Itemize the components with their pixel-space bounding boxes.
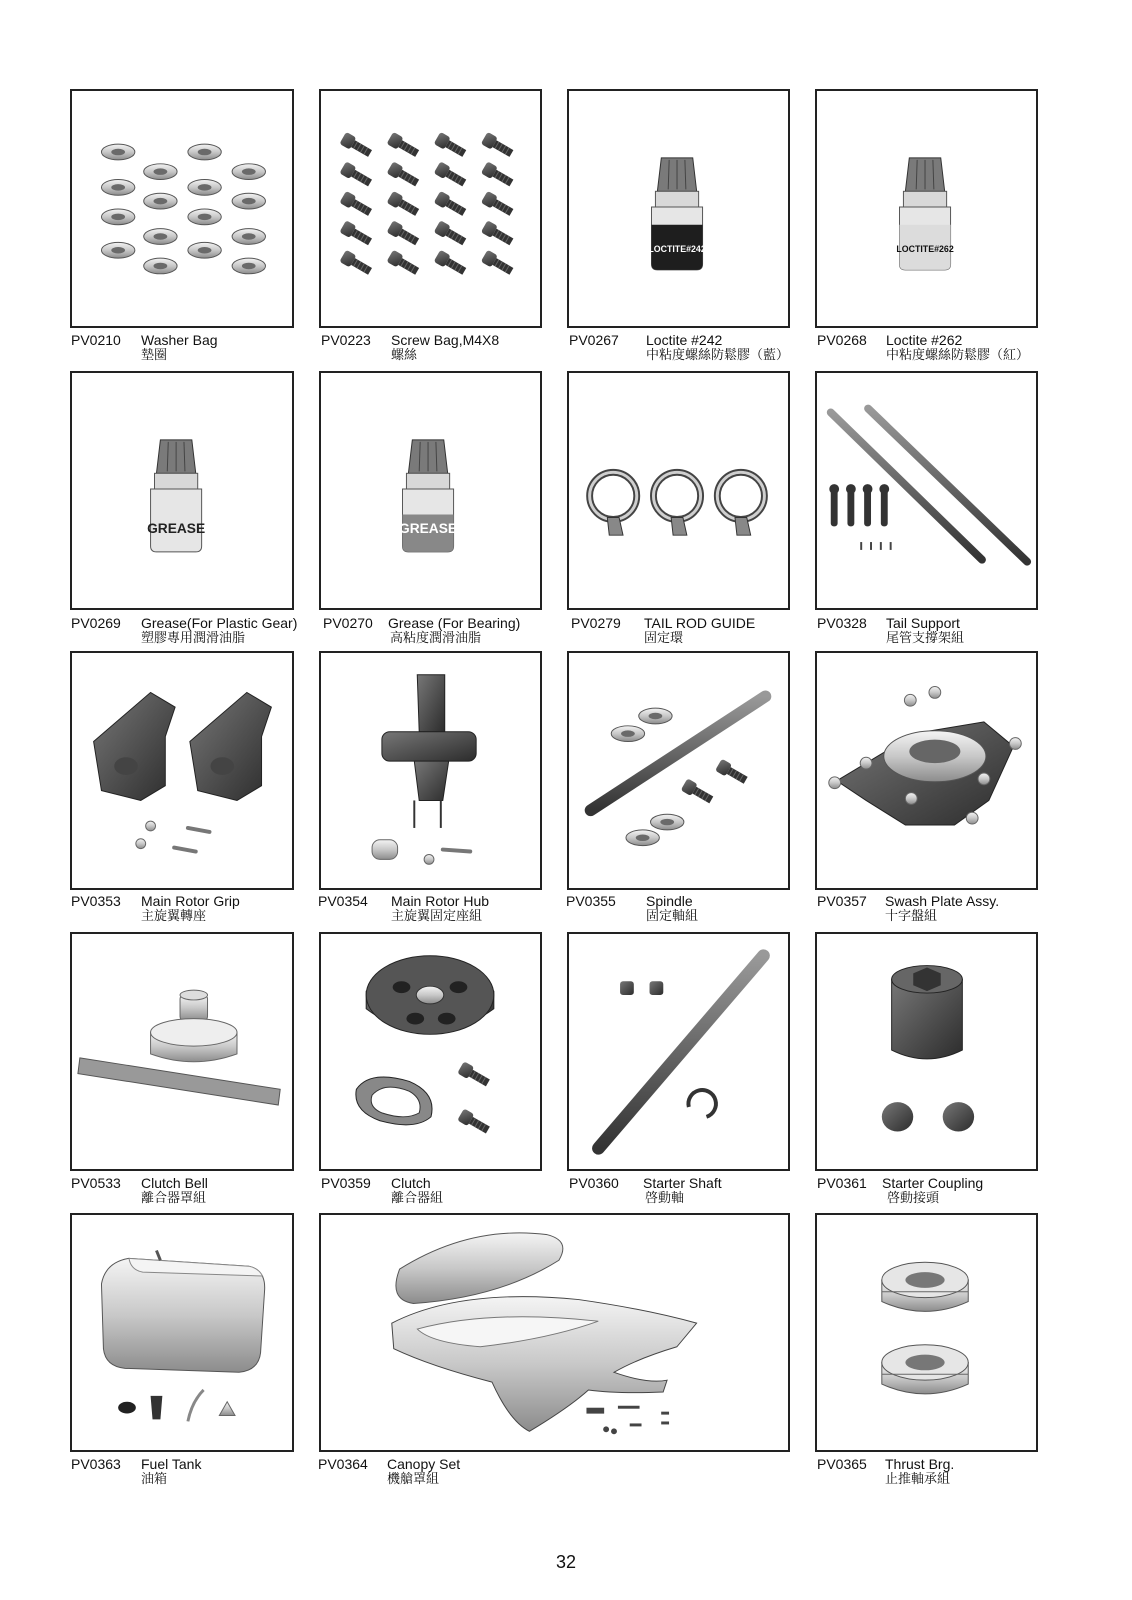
part-code: PV0267 (569, 332, 619, 348)
part-code: PV0269 (71, 615, 121, 631)
clutch-icon (321, 934, 540, 1169)
part-name-zh: 中粘度螺絲防鬆膠（紅） (886, 348, 1030, 363)
part-name-zh: 止推軸承組 (885, 1472, 951, 1487)
part-image-frame (319, 1213, 790, 1452)
part-name-zh: 主旋翼轉座 (141, 909, 207, 924)
bottle-label: GREASE (399, 521, 458, 537)
part-name: Starter Shaft (643, 1175, 722, 1191)
part-name-zh: 十字盤組 (885, 909, 938, 924)
part-name-zh: 油箱 (141, 1472, 168, 1487)
part-name: Grease (For Bearing) (388, 615, 521, 631)
part-code: PV0328 (817, 615, 867, 631)
part-name-zh: 塑膠專用潤滑油脂 (141, 631, 246, 646)
part-image-frame (567, 89, 790, 328)
part-name: Loctite #262 (886, 332, 963, 348)
thrust-bearing-icon (817, 1215, 1036, 1450)
part-name: Main Rotor Hub (391, 893, 490, 909)
part-name-zh: 固定環 (644, 631, 684, 646)
part-image-frame (70, 89, 294, 328)
part-name: Washer Bag (141, 332, 218, 348)
part-name: Starter Coupling (882, 1175, 984, 1191)
part-name-zh: 高粘度潤滑油脂 (390, 631, 482, 646)
part-name: Spindle (646, 893, 693, 909)
washers-icon (72, 91, 292, 326)
part-image-frame (815, 89, 1038, 328)
rotor-hub-icon (321, 653, 540, 888)
part-name-zh: 主旋翼固定座組 (391, 909, 483, 924)
starter-shaft-icon (569, 934, 788, 1169)
part-code: PV0533 (71, 1175, 121, 1191)
part-name: Clutch Bell (141, 1175, 208, 1191)
part-image-frame (319, 371, 542, 610)
part-code: PV0210 (71, 332, 121, 348)
part-image-frame (70, 371, 294, 610)
tail-rod-guide-icon (569, 373, 788, 608)
part-name-zh: 啓動接頭 (887, 1191, 940, 1206)
part-name: Loctite #242 (646, 332, 723, 348)
part-image-frame (815, 1213, 1038, 1452)
part-image-frame (70, 651, 294, 890)
loctite-bottle-icon (817, 91, 1036, 326)
fuel-tank-icon (72, 1215, 292, 1450)
part-name: Canopy Set (387, 1456, 461, 1472)
part-name: Thrust Brg. (885, 1456, 955, 1472)
part-image-frame (70, 1213, 294, 1452)
part-image-frame (70, 932, 294, 1171)
part-code: PV0360 (569, 1175, 619, 1191)
bottle-label: GREASE (147, 521, 206, 537)
part-name: Fuel Tank (141, 1456, 202, 1472)
part-name-zh: 螺絲 (391, 348, 418, 363)
part-name: Clutch (391, 1175, 431, 1191)
part-name-zh: 中粘度螺絲防鬆膠（藍） (646, 348, 790, 363)
part-name: Screw Bag,M4X8 (391, 332, 500, 348)
part-image-frame (567, 932, 790, 1171)
part-name: Grease(For Plastic Gear) (141, 615, 298, 631)
bottle-label: LOCTITE#262 (896, 244, 954, 255)
tail-support-icon (817, 373, 1036, 608)
screws-icon (321, 91, 540, 326)
loctite-bottle-icon (569, 91, 788, 326)
part-name-zh: 固定軸組 (646, 909, 699, 924)
part-code: PV0355 (566, 893, 616, 909)
part-image-frame (815, 651, 1038, 890)
rotor-grip-icon (72, 653, 292, 888)
clutch-bell-icon (72, 934, 292, 1169)
part-name: Swash Plate Assy. (885, 893, 1000, 909)
part-name: TAIL ROD GUIDE (644, 615, 756, 631)
part-name-zh: 離合器罩組 (141, 1191, 207, 1206)
part-code: PV0365 (817, 1456, 867, 1472)
part-name-zh: 機艙罩組 (387, 1472, 440, 1487)
part-image-frame (815, 932, 1038, 1171)
part-name: Tail Support (886, 615, 960, 631)
starter-coupling-icon (817, 934, 1036, 1169)
page-number: 32 (555, 1552, 577, 1572)
part-image-frame (815, 371, 1038, 610)
part-code: PV0359 (321, 1175, 371, 1191)
bottle-label: LOCTITE#242 (648, 244, 706, 255)
part-image-frame (319, 651, 542, 890)
part-code: PV0353 (71, 893, 121, 909)
part-name-zh: 尾管支撐架組 (886, 631, 965, 646)
grease-bottle-icon (321, 373, 540, 608)
grease-bottle-icon (72, 373, 292, 608)
part-name-zh: 墊圈 (141, 348, 168, 363)
part-code: PV0361 (817, 1175, 867, 1191)
part-image-frame (319, 932, 542, 1171)
swash-plate-icon (817, 653, 1036, 888)
part-code: PV0364 (318, 1456, 368, 1472)
canopy-icon (321, 1215, 788, 1450)
part-image-frame (567, 371, 790, 610)
spindle-icon (569, 653, 788, 888)
part-code: PV0357 (817, 893, 867, 909)
part-name-zh: 離合器組 (391, 1191, 444, 1206)
part-code: PV0354 (318, 893, 368, 909)
part-image-frame (567, 651, 790, 890)
part-image-frame (319, 89, 542, 328)
part-code: PV0279 (571, 615, 621, 631)
part-code: PV0270 (323, 615, 373, 631)
part-code: PV0363 (71, 1456, 121, 1472)
part-code: PV0268 (817, 332, 867, 348)
part-name: Main Rotor Grip (141, 893, 240, 909)
part-name-zh: 啓動軸 (645, 1191, 685, 1206)
part-code: PV0223 (321, 332, 371, 348)
